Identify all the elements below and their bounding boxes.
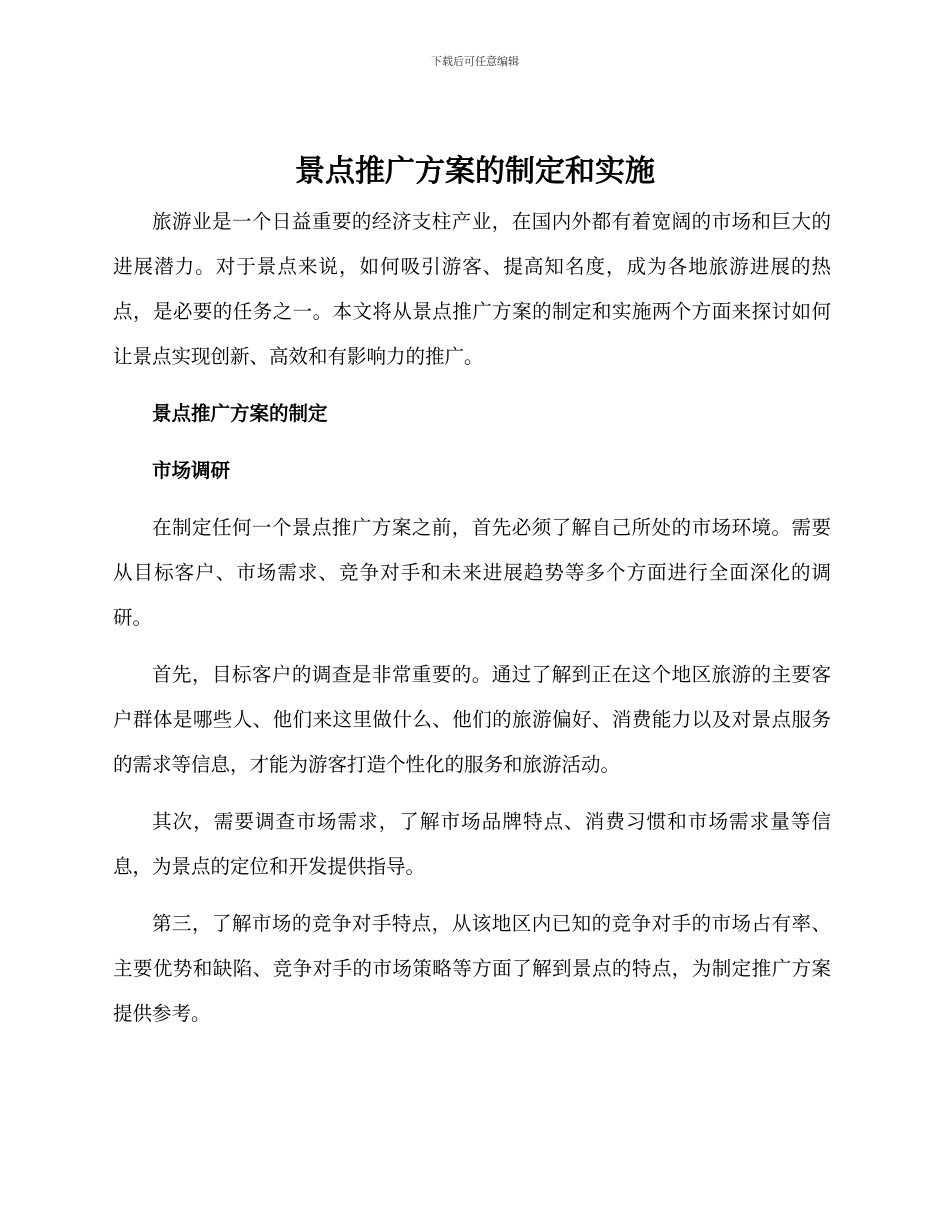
section-heading: 景点推广方案的制定 xyxy=(152,402,328,425)
intro-paragraph: 旅游业是一个日益重要的经济支柱产业，在国内外都有着宽阔的市场和巨大的进展潜力。对于景点来说，如何吸引游客、提高知名度，成为各地旅游进展的热点，是必要的任务之一。本文将从景点推广方案的制定和实施两个方面来探讨如何让景点实现创新、高效和有影响力的推广。 xyxy=(113,210,831,368)
paragraph: 第三，了解市场的竞争对手特点，从该地区内已知的竞争对手的市场占有率、主要优势和缺陷、竞争对手的市场策略等方面了解到景点的特点，为制定推广方案提供参考。 xyxy=(113,912,831,1025)
paragraph: 其次，需要调查市场需求，了解市场品牌特点、消费习惯和市场需求量等信息，为景点的定位和开发提供指导。 xyxy=(113,810,831,878)
document-body xyxy=(113,199,831,1036)
paragraph: 在制定任何一个景点推广方案之前，首先必须了解自己所处的市场环境。需要从目标客户、市场需求、竞争对手和未来进展趋势等多个方面进行全面深化的调研。 xyxy=(113,516,831,629)
subsection-heading: 市场调研 xyxy=(152,459,231,482)
document-title: 景点推广方案的制定和实施 xyxy=(295,154,655,189)
paragraph: 首先，目标客户的调查是非常重要的。通过了解到正在这个地区旅游的主要客户群体是哪些人、他们来这里做什么、他们的旅游偏好、消费能力以及对景点服务的需求等信息，才能为游客打造个性化的服务和旅游活动。 xyxy=(113,663,831,776)
header-note: 下载后可任意编辑 xyxy=(431,55,519,68)
